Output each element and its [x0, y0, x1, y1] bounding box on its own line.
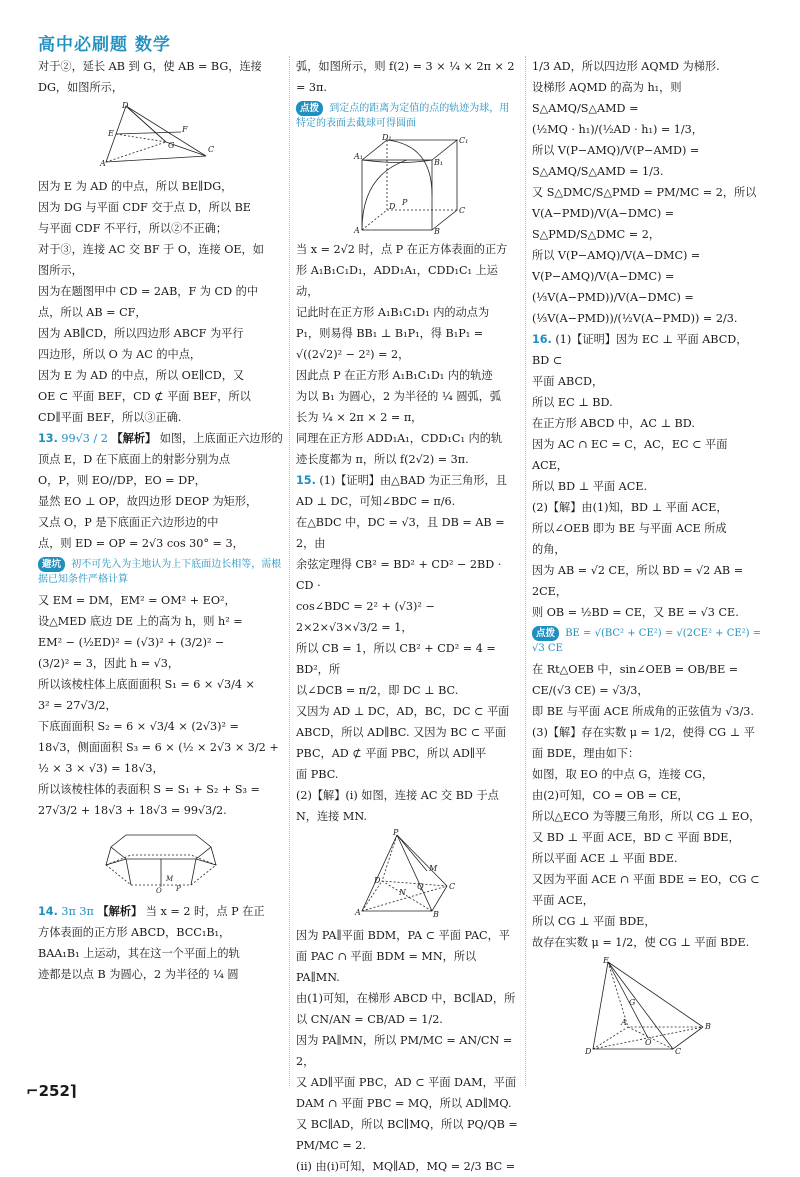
- text-line: N，连接 MN.: [296, 810, 367, 823]
- text-line: 下底面面积 S₂ = 6 × √3/4 × (2√3)² =: [38, 720, 239, 733]
- svg-text:Q: Q: [417, 882, 424, 891]
- figure-cube-arcs: [342, 135, 472, 235]
- text-line: 因为 PA∥MN，所以 PM/MC = AN/CN = 2，: [296, 1034, 513, 1068]
- text-line: 又因为平面 ACE ∩ 平面 BDE = EO，CG ⊂: [532, 873, 760, 886]
- note-badge: 点拨: [296, 101, 323, 116]
- text-line: 点，所以 AB = CF，: [38, 306, 147, 319]
- svg-text:D: D: [585, 1047, 592, 1056]
- text-line: 所以 V(P−AMQ)/V(P−AMD) = S△AMQ/S△AMD = 1/3.: [532, 144, 700, 178]
- svg-text:F: F: [181, 125, 188, 134]
- figure-pyramid-ebcd: [583, 957, 713, 1057]
- text-line: 因为 AB = √2 CE，所以 BD = √2 AB = 2CE，: [532, 564, 744, 598]
- text-line: 对于③，连接 AC 交 BF 于 O，连接 OE，如: [38, 243, 264, 256]
- page-number-value: 252: [38, 1082, 70, 1100]
- text-line: 平面 ACE，: [532, 894, 594, 907]
- svg-text:P: P: [175, 885, 181, 893]
- text-line: 27√3/2 + 18√3 + 18√3 = 99√3/2.: [38, 804, 227, 817]
- text-line: 因为 AC ∩ EC = C，AC，EC ⊂ 平面 ACE，: [532, 438, 728, 472]
- page-number: ⌐252⌉: [26, 1082, 77, 1100]
- text-line: (3)【解】存在实数 μ = 1/2，使得 CG ⊥ 平: [532, 726, 755, 739]
- text-line: 所以 V(P−AMQ)/V(A−DMC) = V(P−AMQ)/V(A−DMC) = (⅓V(A−PMD))/V(A−DMC) =: [532, 249, 701, 304]
- text-line: (⅓V(A−PMD))/(½V(A−PMD)) = 2/3.: [532, 312, 738, 325]
- text-line: 图所示，: [38, 264, 83, 277]
- text-line: 所以平面 ACE ⊥ 平面 BDE.: [532, 852, 678, 865]
- svg-text:C: C: [675, 1047, 682, 1056]
- text-line: 的角，: [532, 543, 566, 556]
- text-line: 又因为 AD ⊥ DC，AD，BC，DC ⊂ 平面: [296, 705, 510, 718]
- text-line: 弧，如图所示，则 f(2) = 3 × ¼ × 2π × 2 = 3π.: [296, 60, 515, 94]
- svg-text:P: P: [402, 198, 408, 207]
- text-line: EM² − (½ED)² = (√3)² + (3/2)² −: [38, 636, 225, 649]
- text-line: 所以△ECO 为等腰三角形，所以 CG ⊥ EO，: [532, 810, 761, 823]
- svg-text:B: B: [434, 227, 440, 236]
- text-line: 以∠DCB = π/2，即 DC ⊥ BC.: [296, 684, 459, 697]
- svg-text:D: D: [374, 876, 381, 885]
- text-line: 又 BC∥AD，所以 BC∥MQ，所以 PQ/QB =: [296, 1118, 518, 1131]
- text-line: 因为 E 为 AD 的中点，所以 OE∥CD，又: [38, 369, 245, 382]
- text-line: 由(1)可知，在梯形 ABCD 中，BC∥AD，所: [296, 992, 516, 1005]
- note-text: 到定点的距离为定值的点的轨迹为球，用特定的表面去截球可得圆面: [296, 103, 510, 129]
- text-line: 故存在实数 μ = 1/2，使 CG ⊥ 平面 BDE.: [532, 936, 750, 949]
- text-line: 1/3 AD，所以四边形 AQMD 为梯形.: [532, 60, 720, 73]
- text-line: 所以∠OEB 即为 BE 与平面 ACE 所成: [532, 522, 727, 535]
- text-line: 如图，取 EO 的中点 G，连接 CG，: [532, 768, 714, 781]
- text-line: 所以该棱柱体的表面积 S = S₁ + S₂ + S₃ =: [38, 783, 260, 796]
- text-line: 方体表面的正方形 ABCD，BCC₁B₁，: [38, 926, 231, 939]
- text-line: 所以该棱柱体上底面面积 S₁ = 6 × √3/4 ×: [38, 678, 255, 691]
- text-line: 则 OB = ½BD = CE，又 BE = √3 CE.: [532, 606, 739, 619]
- text-line: P₁，则易得 BB₁ ⊥ B₁P₁，得 B₁P₁ =: [296, 327, 484, 340]
- text-line: AD ⊥ DC，可知∠BDC = π/6.: [296, 495, 456, 508]
- text-line: 顶点 E，D 在下底面上的射影分别为点: [38, 453, 231, 466]
- svg-text:E: E: [603, 956, 609, 965]
- text-line: (1)【证明】由△BAD 为正三角形，且: [319, 474, 507, 487]
- text-line: 对于②，延长 AB 到 G，使 AB = BG，连接: [38, 60, 262, 73]
- text-line: 因为 PA∥平面 BDM，PA ⊂ 平面 PAC，平: [296, 929, 510, 942]
- question-16-header: [532, 329, 764, 371]
- text-line: (ii) 由(i)可知，MQ∥AD，MQ = 2/3 BC =: [296, 1160, 516, 1173]
- text-line: 所以 CG ⊥ 平面 BDE，: [532, 915, 656, 928]
- text-line: 点，则 ED = OP = 2√3 cos 30° = 3，: [38, 537, 244, 550]
- text-line: 同理在正方形 ADD₁A₁，CDD₁C₁ 内的轨: [296, 432, 503, 445]
- text-line: 设梯形 AQMD 的高为 h₁，则 S△AMQ/S△AMD =: [532, 81, 682, 115]
- question-number: 15.: [296, 474, 316, 487]
- text-line: 如图，上底面正六边形的: [159, 432, 283, 445]
- figure-pyramid-abcd: [86, 102, 236, 172]
- tip-note: [38, 557, 283, 587]
- text-line: 所以 EC ⊥ BD.: [532, 396, 613, 409]
- svg-text:A: A: [99, 159, 106, 168]
- svg-text:B: B: [433, 910, 439, 919]
- text-line: 记此时在正方形 A₁B₁C₁D₁ 内的动点为: [296, 306, 490, 319]
- text-line: (3/2)² = 3，因此 h = √3，: [38, 657, 180, 670]
- text-line: 所以 CB = 1，所以 CB² + CD² = 4 = BD²，所: [296, 642, 496, 676]
- text-line: CD∥平面 BEF，所以③正确.: [38, 411, 182, 424]
- note-badge: 避坑: [38, 557, 65, 572]
- text-line: 设△MED 底边 DE 上的高为 h，则 h² =: [38, 615, 243, 628]
- svg-text:D: D: [121, 101, 128, 110]
- text-line: (1)【证明】因为 EC ⊥ 平面 ABCD，BD ⊂: [532, 333, 748, 367]
- question-number: 14.: [38, 905, 58, 918]
- text-line: 因为 E 为 AD 的中点，所以 BE∥DG，: [38, 180, 233, 193]
- figure-hexagonal-solid: [86, 825, 236, 897]
- text-line: 所以 BD ⊥ 平面 ACE.: [532, 480, 648, 493]
- text-line: 四边形，所以 O 为 AC 的中点，: [38, 348, 202, 361]
- svg-text:B₁: B₁: [434, 158, 444, 167]
- text-line: 3² = 27√3/2，: [38, 699, 117, 712]
- text-line: 因为在题图甲中 CD = 2AB，F 为 CD 的中: [38, 285, 259, 298]
- text-line: 面 BDE，理由如下：: [532, 747, 640, 760]
- text-line: 余弦定理得 CB² = BD² + CD² − 2BD · CD ·: [296, 558, 502, 592]
- text-line: 面 PAC ∩ 平面 BDM = MN，所以 PA∥MN.: [296, 950, 477, 984]
- text-line: (2)【解】由(1)知，BD ⊥ 平面 ACE，: [532, 501, 728, 514]
- text-line: PM/MC = 2.: [296, 1139, 366, 1152]
- text-line: ABCD，所以 AD∥BC. 又因为 BC ⊂ 平面: [296, 726, 507, 739]
- text-line: 在 Rt△OEB 中，sin∠OEB = OB/BE =: [532, 663, 739, 676]
- svg-text:M: M: [165, 875, 173, 883]
- text-line: (½MQ · h₁)/(½AD · h₁) = 1/3，: [532, 123, 703, 136]
- text-line: 与平面 CDF 不平行，所以②不正确；: [38, 222, 228, 235]
- svg-text:O: O: [645, 1038, 652, 1047]
- text-line: 显然 EO ⊥ OP，故四边形 DEOP 为矩形，: [38, 495, 258, 508]
- svg-text:C: C: [449, 882, 456, 891]
- tip-note: [296, 101, 518, 131]
- svg-text:A: A: [355, 908, 361, 917]
- text-line: cos∠BDC = 2² + (√3)² − 2×2×√3×√3/2 = 1，: [296, 600, 435, 634]
- svg-text:A: A: [621, 1018, 627, 1027]
- analysis-label: 【解析】: [97, 904, 143, 918]
- text-line: 因为 DG 与平面 CDF 交于点 D，所以 BE: [38, 201, 251, 214]
- column-divider: [289, 56, 290, 1086]
- svg-text:A: A: [354, 226, 360, 235]
- text-line: 长为 ¼ × 2π × 2 = π，: [296, 411, 423, 424]
- question-13-header: [38, 428, 283, 449]
- question-number: 13.: [38, 432, 58, 445]
- text-line: DG，如图所示，: [38, 81, 124, 94]
- text-line: 当 x = 2√2 时，点 P 在正方体表面的正方: [296, 243, 508, 256]
- column-3: [532, 56, 764, 1086]
- text-line: 面 PBC.: [296, 768, 339, 781]
- analysis-label: 【解析】: [111, 431, 157, 445]
- column-divider: [525, 56, 526, 1086]
- note-badge: 点拨: [532, 626, 559, 641]
- text-line: 在正方形 ABCD 中，AC ⊥ BD.: [532, 417, 695, 430]
- page-title: 高中必刷题 数学: [38, 35, 171, 55]
- text-line: 又 S△DMC/S△PMD = PM/MC = 2，所以 V(A−PMD)/V(A−DMC) = S△PMD/S△DMC = 2，: [532, 186, 757, 241]
- text-line: PBC，AD ⊄ 平面 PBC，所以 AD∥平: [296, 747, 487, 760]
- svg-text:C: C: [459, 206, 466, 215]
- text-line: 18√3，侧面面积 S₃ = 6 × (½ × 2√3 × 3/2 +: [38, 741, 279, 754]
- text-line: 由(2)可知，CO = OB = CE，: [532, 789, 689, 802]
- column-1: [38, 56, 283, 1086]
- svg-text:B: B: [705, 1022, 711, 1031]
- text-line: 当 x = 2 时，点 P 在正: [145, 905, 265, 918]
- text-line: 又 AD∥平面 PBC，AD ⊂ 平面 DAM，平面: [296, 1076, 517, 1089]
- text-line: 又 BD ⊥ 平面 ACE，BD ⊂ 平面 BDE，: [532, 831, 740, 844]
- text-line: BAA₁B₁ 上运动，其在这一个平面上的轨: [38, 947, 240, 960]
- svg-text:O: O: [155, 887, 162, 895]
- svg-text:G: G: [167, 141, 174, 150]
- text-line: 即 BE 与平面 ACE 所成角的正弦值为 √3/3.: [532, 705, 754, 718]
- text-line: DAM ∩ 平面 PBC = MQ，所以 AD∥MQ.: [296, 1097, 512, 1110]
- text-line: 因此点 P 在正方形 A₁B₁C₁D₁ 内的轨迹: [296, 369, 493, 382]
- text-line: 在△BDC 中，DC = √3，且 DB = AB = 2，由: [296, 516, 505, 550]
- svg-text:G: G: [629, 998, 636, 1007]
- text-line: 形 A₁B₁C₁D₁，ADD₁A₁，CDD₁C₁ 上运动，: [296, 264, 498, 298]
- column-2: [296, 56, 518, 1173]
- text-line: √((2√2)² − 2²) = 2，: [296, 348, 410, 361]
- question-number: 16.: [532, 333, 552, 346]
- svg-text:D: D: [389, 202, 396, 211]
- svg-text:D₁: D₁: [382, 133, 392, 142]
- tip-note: [532, 626, 764, 656]
- svg-text:E: E: [107, 129, 114, 138]
- answer: 99√3 / 2: [61, 432, 108, 445]
- svg-text:C₁: C₁: [459, 136, 469, 145]
- answer: 3π 3π: [61, 905, 94, 918]
- text-line: 平面 ABCD，: [532, 375, 604, 388]
- question-14-header: [38, 901, 283, 922]
- text-line: 迹长度都为 π，所以 f(2√2) = 3π.: [296, 453, 469, 466]
- note-text: BE = √(BC² + CE²) = √(2CE² + CE²) = √3 CE: [532, 628, 762, 654]
- text-line: O，P，则 EO//DP，EO = DP，: [38, 474, 206, 487]
- svg-text:A₁: A₁: [354, 152, 363, 161]
- text-line: OE ⊂ 平面 BEF，CD ⊄ 平面 BEF，所以: [38, 390, 251, 403]
- figure-pyramid-pabcd: [347, 828, 467, 921]
- svg-text:M: M: [429, 864, 438, 873]
- text-line: (2)【解】(i) 如图，连接 AC 交 BD 于点: [296, 789, 499, 802]
- text-line: 又点 O，P 是下底面正六边形边的中: [38, 516, 219, 529]
- svg-text:C: C: [207, 145, 214, 154]
- text-line: 为以 B₁ 为圆心，2 为半径的 ¼ 圆弧，弧: [296, 390, 502, 403]
- svg-text:P: P: [393, 828, 399, 837]
- question-15-header: [296, 470, 518, 491]
- text-line: CE/(√3 CE) = √3/3，: [532, 684, 649, 697]
- text-line: 又 EM = DM，EM² = OM² + EO²，: [38, 594, 236, 607]
- text-line: 迹都是以点 B 为圆心，2 为半径的 ¼ 圆: [38, 968, 239, 981]
- svg-text:N: N: [399, 888, 406, 897]
- text-line: ½ × 3 × √3) = 18√3，: [38, 762, 164, 775]
- note-text: 初不可先入为主地认为上下底面边长相等，需根据已知条件严格计算: [38, 559, 282, 585]
- text-line: 以 CN/AN = CB/AD = 1/2.: [296, 1013, 443, 1026]
- text-line: 因为 AB∥CD，所以四边形 ABCF 为平行: [38, 327, 244, 340]
